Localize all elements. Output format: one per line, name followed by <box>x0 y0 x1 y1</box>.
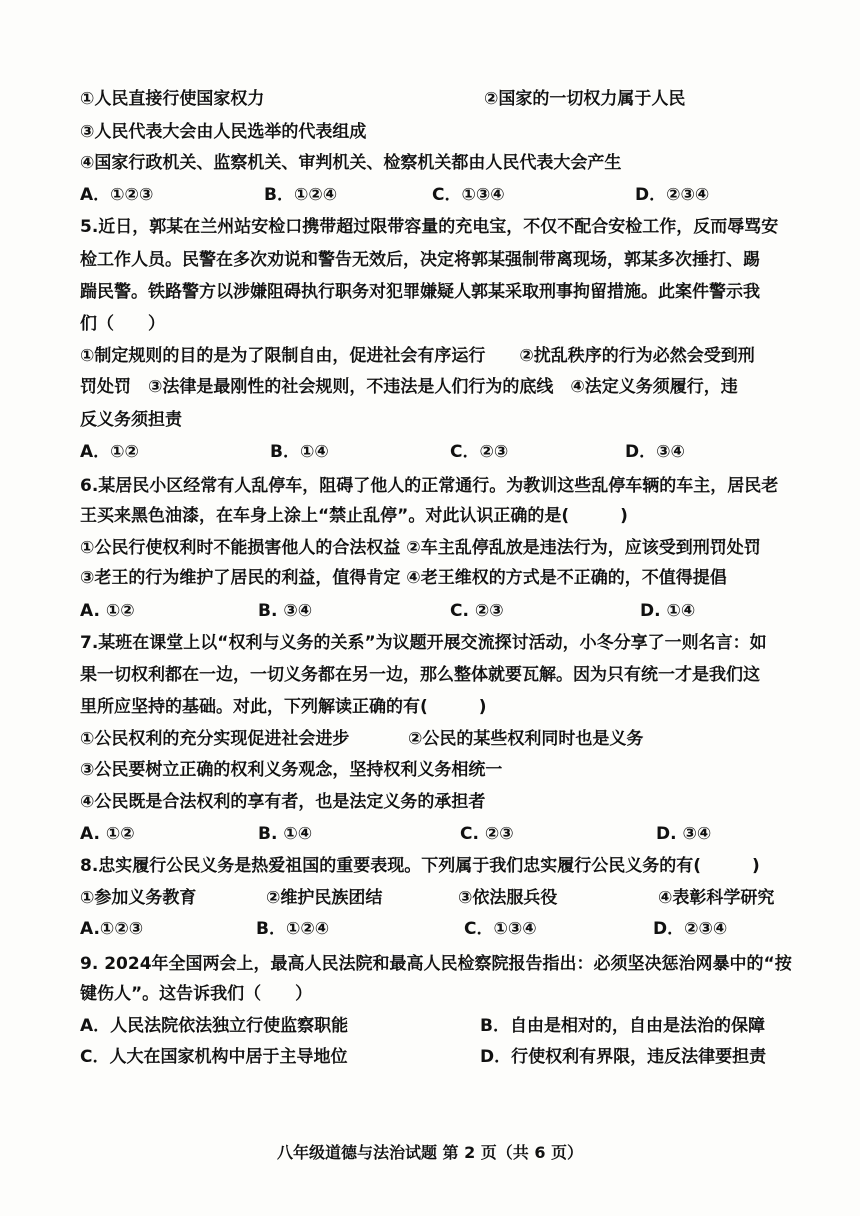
q9-answer-a: A．人民法院依法独立行使监察职能 <box>80 1016 349 1036</box>
q4-answer-c: C．①③④ <box>432 185 505 205</box>
q6-stem-line1: 6.某居民小区经常有人乱停车，阻碍了他人的正常通行。为教训这些乱停车辆的车主，居民老 <box>80 476 779 496</box>
q4-option-3: ③人民代表大会由人民选举的代表组成 <box>80 122 367 142</box>
q4-option-1: ①人民直接行使国家权力 <box>80 89 265 109</box>
q5-answer-d: D．③④ <box>625 442 685 462</box>
q5-options-line2: 罚处罚 ③法律是最刚性的社会规则，不违法是人们行为的底线 ④法定义务须履行，违 <box>80 377 738 397</box>
q5-options-line3: 反义务须担责 <box>80 410 182 430</box>
q7-options-row1 <box>80 728 820 750</box>
q5-stem-line4: 们（ ） <box>80 314 165 334</box>
q4-answer-d: D．②③④ <box>635 185 710 205</box>
q5-stem-line2: 检工作人员。民警在多次劝说和警告无效后，决定将郭某强制带离现场，郭某多次捶打、踢 <box>80 250 760 270</box>
q4-answer-b: B．①②④ <box>264 185 338 205</box>
q8-answer-c: C．①③④ <box>464 919 537 939</box>
q7-option-1: ①公民权利的充分实现促进社会进步 <box>80 729 350 749</box>
q8-option-3: ③依法服兵役 <box>458 888 558 908</box>
q6-options-line2: ③老王的行为维护了居民的利益，值得肯定 ④老王维权的方式是不正确的，不值得提倡 <box>80 568 727 588</box>
q4-answer-a: A．①②③ <box>80 185 154 205</box>
page-footer: 八年级道德与法治试题 第 2 页（共 6 页） <box>276 1143 584 1162</box>
q4-option-2: ②国家的一切权力属于人民 <box>484 89 686 109</box>
q7-stem-line2: 果一切权利都在一边，一切义务都在另一边，那么整体就要瓦解。因为只有统一才是我们这 <box>80 665 760 685</box>
q5-answer-a: A．①② <box>80 442 139 462</box>
q8-option-1: ①参加义务教育 <box>80 888 197 908</box>
q6-answer-b: B. ③④ <box>258 601 313 621</box>
q5-options-line1: ①制定规则的目的是为了限制自由，促进社会有序运行 ②扰乱秩序的行为必然会受到刑 <box>80 346 755 366</box>
q5-answer-b: B．①④ <box>270 442 329 462</box>
q9-answer-b: B．自由是相对的，自由是法治的保障 <box>480 1016 765 1036</box>
q7-option-4: ④公民既是合法权利的享有者，也是法定义务的承担者 <box>80 792 486 812</box>
q7-option-3: ③公民要树立正确的权利义务观念，坚持权利义务相统一 <box>80 760 503 780</box>
q4-options-row1 <box>80 88 820 110</box>
q5-stem-line1: 5.近日，郭某在兰州站安检口携带超过限带容量的充电宝，不仅不配合安检工作，反而辱骂安 <box>80 217 779 237</box>
q7-answer-c: C. ②③ <box>460 824 514 844</box>
q6-answer-d: D. ①④ <box>640 601 696 621</box>
q9-stem-line2: 键伤人”。这告诉我们（ ） <box>80 984 313 1004</box>
q7-option-2: ②公民的某些权利同时也是义务 <box>408 729 644 749</box>
q6-stem-line2: 王买来黑色油漆，在车身上涂上“禁止乱停”。对此认识正确的是( ) <box>80 506 628 526</box>
q7-answer-d: D. ③④ <box>656 824 712 844</box>
q7-answer-b: B. ①④ <box>258 824 313 844</box>
q6-options-line1: ①公民行使权利时不能损害他人的合法权益 ②车主乱停乱放是违法行为，应该受到刑罚处罚 <box>80 538 761 558</box>
q8-answer-a: A.①②③ <box>80 919 144 939</box>
q4-option-4: ④国家行政机关、监察机关、审判机关、检察机关都由人民代表大会产生 <box>80 153 622 173</box>
q7-stem-line3: 里所应坚持的基础。对此，下列解读正确的有( ) <box>80 697 487 717</box>
q9-answer-c: C．人大在国家机构中居于主导地位 <box>80 1047 348 1067</box>
q9-answer-d: D．行使权利有界限，违反法律要担责 <box>480 1047 767 1067</box>
q6-answer-a: A. ①② <box>80 601 135 621</box>
q6-answer-c: C. ②③ <box>450 601 504 621</box>
q9-stem-line1: 9. 2024年全国两会上，最高人民法院和最高人民检察院报告指出：必须坚决惩治网暴中的“按 <box>80 954 792 974</box>
q8-answer-b: B．①②④ <box>256 919 330 939</box>
q5-answer-c: C．②③ <box>450 442 509 462</box>
q5-stem-line3: 踹民警。铁路警方以涉嫌阻碍执行职务对犯罪嫌疑人郭某采取刑事拘留措施。此案件警示我 <box>80 282 760 302</box>
q8-stem-line1: 8.忠实履行公民义务是热爱祖国的重要表现。下列属于我们忠实履行公民义务的有( ) <box>80 856 760 876</box>
q8-option-4: ④表彰科学研究 <box>658 888 775 908</box>
q7-stem-line1: 7.某班在课堂上以“权利与义务的关系”为议题开展交流探讨活动，小冬分享了一则名言：如 <box>80 633 767 653</box>
q7-answer-a: A. ①② <box>80 824 135 844</box>
q8-answer-d: D．②③④ <box>653 919 728 939</box>
q8-option-2: ②维护民族团结 <box>266 888 383 908</box>
